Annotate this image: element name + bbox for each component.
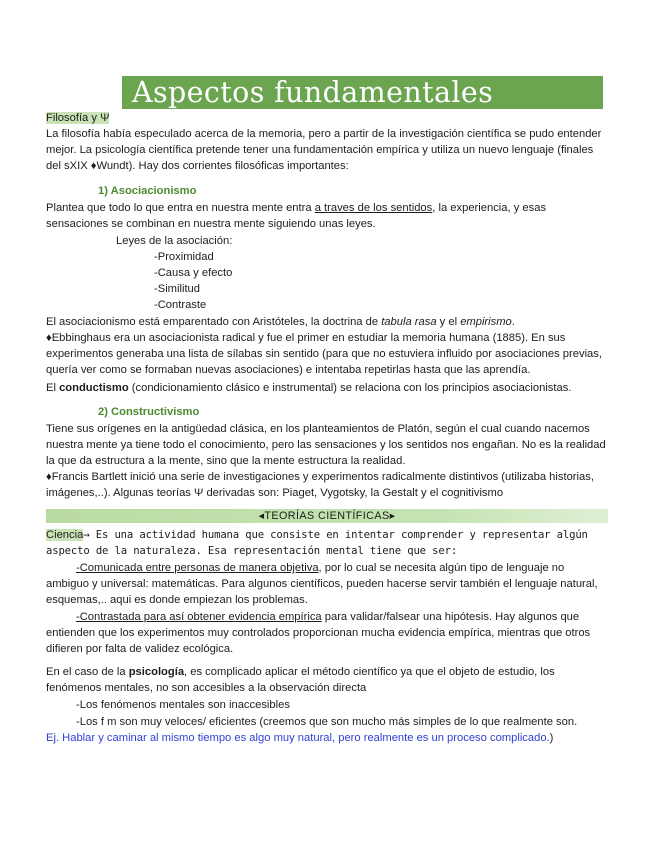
asociacionismo-paragraph xyxy=(46,200,608,232)
asociacionismo-text-b: , la experiencia, y esas sensaciones se combinan en nuestra mente siguiendo unas leyes. xyxy=(46,202,547,231)
example-paragraph xyxy=(46,730,616,746)
ciencia-paragraph xyxy=(46,527,608,559)
psicologia-item: -Los fenómenos mentales son inaccesibles xyxy=(76,699,290,711)
ciencia-definition: → Es una actividad humana que consiste en intentar comprender y representar algún aspecto de la naturaleza. Esa representación mental tiene que ser: xyxy=(46,529,588,558)
contrastada-underlined: -Contrastada para así obtener evidencia empírica xyxy=(76,611,322,623)
law-item: -Causa y efecto xyxy=(154,267,233,279)
aristoteles-paragraph xyxy=(46,314,608,330)
teorias-cientificas-banner: ◂TEORÍAS CIENTÍFICAS▸ xyxy=(46,509,608,523)
psicologia-text-a: En el caso de la xyxy=(46,666,129,678)
conductismo-text-a: El xyxy=(46,382,60,394)
conductismo-paragraph xyxy=(46,380,608,396)
filosofia-heading xyxy=(46,110,608,126)
psicologia-item: -Los f m son muy veloces/ eficientes (creemos que son mucho más simples de lo que realmente son. xyxy=(76,716,578,728)
law-item: -Similitud xyxy=(154,283,201,295)
comunicada-underlined: -Comunicada entre personas de manera objetiva xyxy=(76,562,319,574)
conductismo-bold: conductismo xyxy=(59,382,129,394)
contrastada-text: para validar/falsear una hipótesis. Hay algunos que entienden que los experimentos muy controlados proporcionan mucha evidencia empírica, mientras que otros difieren por falta de validez ecológica. xyxy=(46,611,591,656)
bartlett-paragraph: ♦Francis Bartlett inició una serie de investigaciones y experimentos radicalmente distintivos (utilizaba historias, imágenes,..). Algunas teorías Ψ derivadas son: Piaget, Vygotsky, la Gestalt y el cognitivismo xyxy=(46,471,594,500)
law-item: -Proximidad xyxy=(154,251,214,263)
ebbinghaus-paragraph: ♦Ebbinghaus era un asociacionista radical y fue el primer en estudiar la memoria humana (1885). En sus experimentos generaba una lista de sílabas sin sentido (para que no estuviera influido por asociaciones previas, quería ver como se formaban nuevas asociaciones) e intentaba repetirlas hasta que las aprendía. xyxy=(46,332,602,377)
page-title: Aspectos fundamentales xyxy=(122,76,603,109)
asociacionismo-text-a: Plantea que todo lo que entra en nuestra mente entra xyxy=(46,202,315,214)
aristoteles-text-b: y el xyxy=(436,316,461,328)
comunicada-text: , por lo cual se necesita algún tipo de lenguaje no ambiguo y universal: matemáticas. Para algunos científicos, pueden hacerse servir también el lenguaje natural, esquemas,.. aqui es donde empiezan los problemas. xyxy=(46,562,598,607)
filosofia-heading-text: Filosofía y Ψ xyxy=(46,112,110,124)
sentidos-underlined: a traves de los sentidos xyxy=(314,202,433,214)
example-text: Ej. Hablar y caminar al mismo tiempo es algo muy natural, pero realmente es un proceso complicado. xyxy=(46,732,550,744)
ciencia-label: Ciencia xyxy=(46,529,84,541)
psicologia-bold: psicología xyxy=(128,666,185,678)
asociacionismo-heading: 1) Asociacionismo xyxy=(98,185,197,197)
constructivismo-paragraph: Tiene sus orígenes en la antigüedad clásica, en los planteamientos de Platón, según el cual cuando nacemos nuestra mente ya tiene todo el conocimiento, pero las sensaciones y los sentidos nos engañan. No es la realidad la que da estructura a la mente, sino que la mente estructura la realidad. xyxy=(46,423,606,468)
aristoteles-text-a: El asociacionismo está emparentado con Aristóteles, la doctrina de xyxy=(46,316,382,328)
laws-label: Leyes de la asociación: xyxy=(116,235,233,247)
comunicada-paragraph xyxy=(46,560,608,609)
empirismo-italic: empirismo xyxy=(460,316,512,328)
tabula-rasa-italic: tabula rasa xyxy=(381,316,437,328)
constructivismo-heading: 2) Constructivismo xyxy=(98,406,200,418)
example-close-paren: ) xyxy=(549,732,554,744)
law-item: -Contraste xyxy=(154,299,207,311)
psicologia-paragraph xyxy=(46,664,608,696)
psicologia-text-c: , es complicado aplicar el método científico ya que el objeto de estudio, los fenómenos mentales, no son accesibles a la observación directa xyxy=(46,666,555,695)
aristoteles-text-c: . xyxy=(511,316,515,328)
filosofia-intro: La filosofía había especulado acerca de la memoria, pero a partir de la investigación científica se pudo entender mejor. La psicología científica pretende tener una fundamentación empírica y utiliza un nuevo lenguaje (finales del sXIX ♦Wundt). Hay dos corrientes filosóficas importantes: xyxy=(46,128,602,173)
contrastada-paragraph xyxy=(46,609,608,658)
conductismo-text-c: (condicionamiento clásico e instrumental) se relaciona con los principios asociacionistas. xyxy=(128,382,572,394)
